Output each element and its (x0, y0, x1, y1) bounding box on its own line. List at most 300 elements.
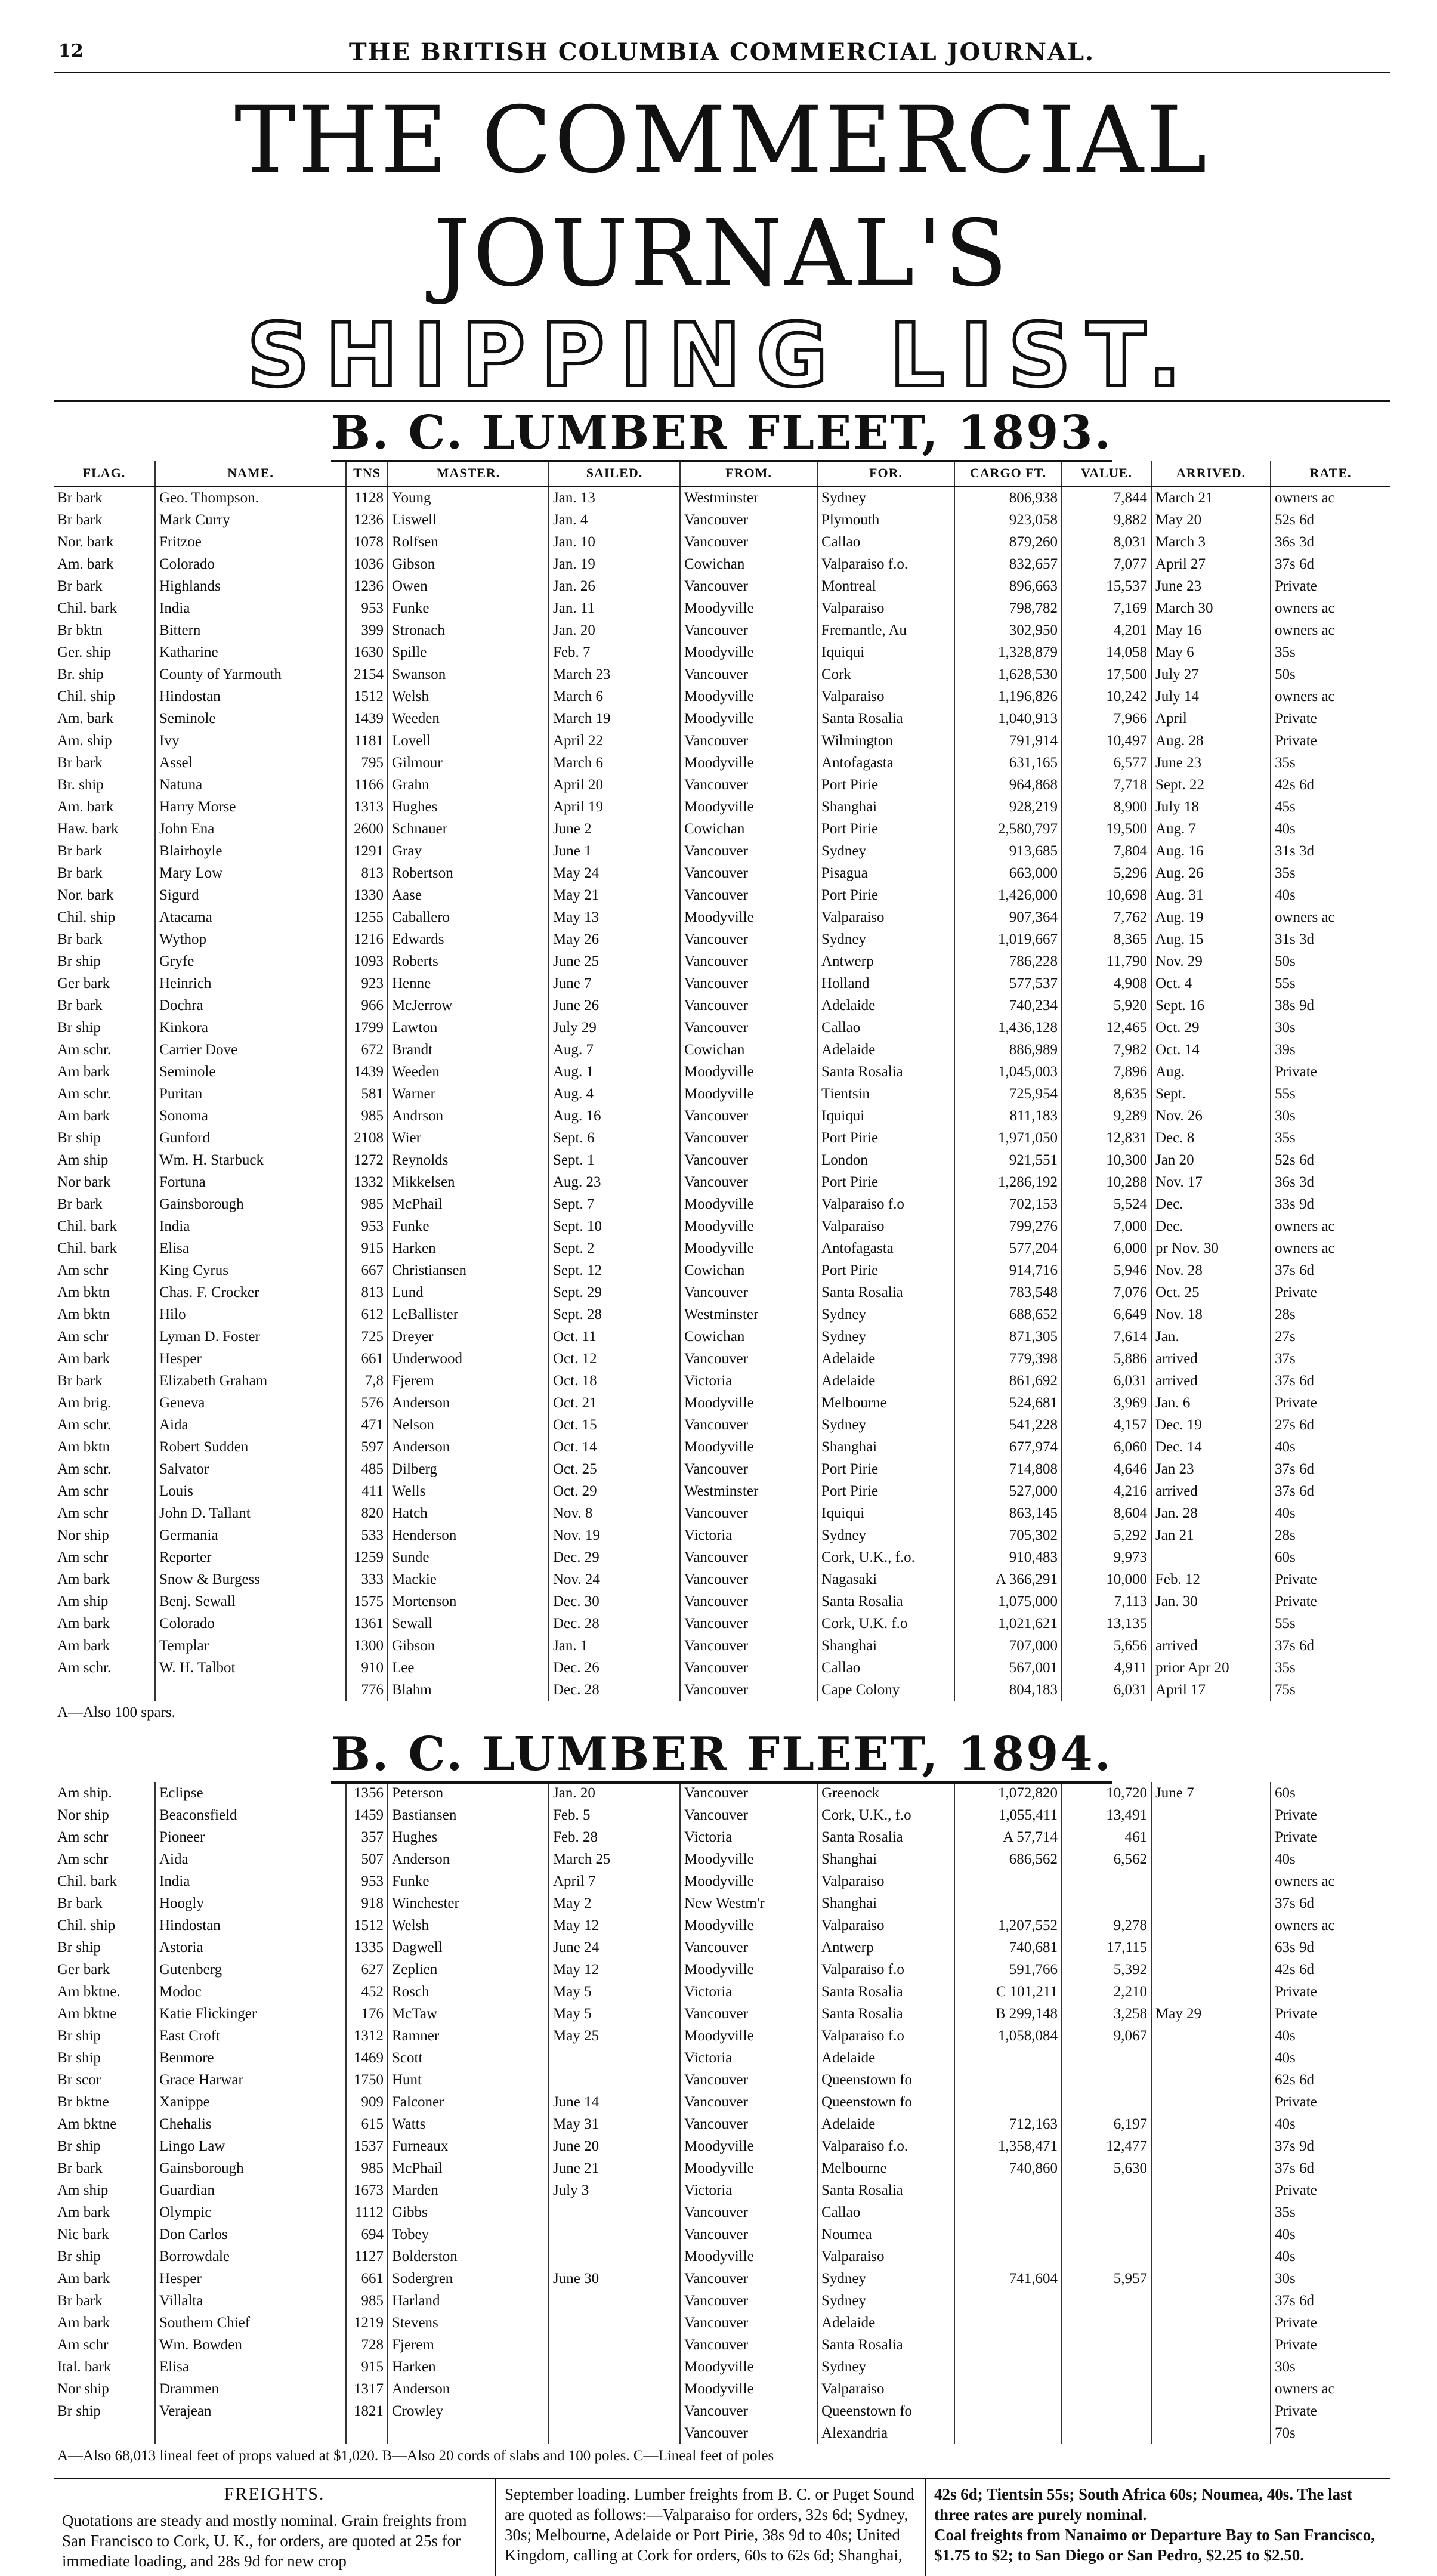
cell-flag: Am bark (57, 2315, 110, 2331)
cell-value: 12,465 (1062, 1017, 1151, 1039)
column-header: CARGO FT. (954, 461, 1062, 486)
cell-flag: Chil. bark (57, 1218, 117, 1234)
cell-for: Adelaide (817, 994, 954, 1017)
table-row (54, 2113, 1390, 2135)
cell-from: Vancouver (680, 663, 817, 685)
cell-flag: Br bark (57, 931, 103, 947)
cell-master: Edwards (388, 928, 549, 950)
cell-flag: Am bktne. (57, 1984, 120, 2000)
cell-flag: Br bark (57, 1895, 103, 1911)
cell-from: Moodyville (680, 1193, 817, 1215)
cell-for: Alexandria (817, 2422, 954, 2444)
cell-from: Moodyville (680, 1436, 817, 1458)
cell-cargoft: 688,652 (954, 1304, 1062, 1326)
cell-for: Fremantle, Au (817, 619, 954, 641)
cell-cargoft: 964,868 (954, 774, 1062, 796)
table-row (54, 1281, 1390, 1304)
cell-flag: Am schr (57, 1329, 109, 1345)
cell-cargoft: A 57,714 (954, 1826, 1062, 1848)
cell-cargoft: A 366,291 (954, 1568, 1062, 1590)
cell-sailed: May 24 (549, 862, 680, 884)
cell-tns: 1036 (346, 553, 388, 575)
table-row (54, 1936, 1390, 1959)
cell-sailed: June 2 (549, 818, 680, 840)
table-row (54, 1826, 1390, 1848)
cell-master: Anderson (388, 1392, 549, 1414)
cell-tns: 1356 (346, 1782, 388, 1804)
cell-master: Tobey (388, 2223, 549, 2245)
cell-sailed: Oct. 14 (549, 1436, 680, 1458)
cell-for: Valparaiso (817, 2378, 954, 2400)
cell-master: Reynolds (388, 1149, 549, 1171)
cell-flag: Nor ship (57, 2381, 109, 2397)
cell-flag: Br. ship (57, 777, 104, 793)
cell-sailed: June 25 (549, 950, 680, 972)
cell-flag: Br ship (57, 2403, 101, 2419)
cell-rate: owners ac (1271, 1237, 1390, 1259)
cell-value: 5,296 (1062, 862, 1151, 884)
cell-tns: 1750 (346, 2069, 388, 2091)
cell-cargoft: 921,551 (954, 1149, 1062, 1171)
cell-master: Spille (388, 641, 549, 663)
cell-value: 17,500 (1062, 663, 1151, 685)
table-row (54, 1370, 1390, 1392)
cell-flag: Br ship (57, 953, 101, 969)
cell-cargoft: 1,286,192 (954, 1171, 1062, 1193)
cell-value: 11,790 (1062, 950, 1151, 972)
cell-sailed: Sept. 10 (549, 1215, 680, 1237)
cell-arrived: Oct. 25 (1151, 1281, 1271, 1304)
cell-arrived (1151, 2091, 1271, 2113)
cell-value: 6,031 (1062, 1679, 1151, 1701)
cell-from: Vancouver (680, 950, 817, 972)
cell-rate: 37s 6d (1271, 553, 1390, 575)
cell-arrived (1151, 2069, 1271, 2091)
table-row (54, 1215, 1390, 1237)
cell-value: 6,060 (1062, 1436, 1151, 1458)
cell-for: Port Pirie (817, 1259, 954, 1281)
cell-for: Valparaiso f.o (817, 1193, 954, 1215)
cell-name: Gainsborough (155, 2157, 346, 2179)
cell-cargoft (954, 2047, 1062, 2069)
table-row (54, 2157, 1390, 2179)
cell-cargoft (954, 2378, 1062, 2400)
table-row (54, 1237, 1390, 1259)
cell-from: Vancouver (680, 2069, 817, 2091)
cell-cargoft: 1,045,003 (954, 1061, 1062, 1083)
cell-master: Dreyer (388, 1326, 549, 1348)
cell-master: Nelson (388, 1414, 549, 1436)
cell-rate: 40s (1271, 1848, 1390, 1870)
cell-arrived (1151, 2378, 1271, 2400)
cell-rate: 27s 6d (1271, 1414, 1390, 1436)
cell-master: Gibson (388, 1635, 549, 1657)
cell-name: Chehalis (155, 2113, 346, 2135)
cell-cargoft: 783,548 (954, 1281, 1062, 1304)
cell-flag: Am bark (57, 1638, 110, 1654)
table-row (54, 2003, 1390, 2025)
cell-for: Valparaiso f.o. (817, 553, 954, 575)
cell-from: Vancouver (680, 575, 817, 597)
cell-from: Moodyville (680, 2356, 817, 2378)
cell-master: Fjerem (388, 2334, 549, 2356)
table-row (54, 2378, 1390, 2400)
table-row (54, 2245, 1390, 2268)
cell-flag: Am bktne (57, 2006, 117, 2022)
cell-rate: owners ac (1271, 619, 1390, 641)
cell-from: Cowichan (680, 818, 817, 840)
cell-arrived: Aug. 31 (1151, 884, 1271, 906)
cell-sailed: Dec. 29 (549, 1546, 680, 1568)
cell-from: Vancouver (680, 1679, 817, 1701)
cell-sailed: Nov. 8 (549, 1502, 680, 1524)
cell-arrived: July 18 (1151, 796, 1271, 818)
cell-arrived (1151, 2400, 1271, 2422)
table-row (54, 619, 1390, 641)
cell-sailed: May 26 (549, 928, 680, 950)
table-row (54, 1149, 1390, 1171)
cell-sailed: May 12 (549, 1914, 680, 1936)
cell-arrived: Nov. 28 (1151, 1259, 1271, 1281)
cell-from: Moodyville (680, 685, 817, 708)
cell-name: Templar (155, 1635, 346, 1657)
cell-sailed (549, 2223, 680, 2245)
cell-name: Aida (155, 1848, 346, 1870)
cell-value: 6,000 (1062, 1237, 1151, 1259)
cell-arrived: July 14 (1151, 685, 1271, 708)
cell-arrived: Jan. 30 (1151, 1590, 1271, 1613)
cell-name: Modoc (155, 1981, 346, 2003)
cell-arrived: Sept. 22 (1151, 774, 1271, 796)
cell-cargoft: 1,058,084 (954, 2025, 1062, 2047)
cell-sailed: Aug. 4 (549, 1083, 680, 1105)
table-row (54, 1524, 1390, 1546)
cell-sailed: Sept. 6 (549, 1127, 680, 1149)
cell-for: Valparaiso f.o (817, 2025, 954, 2047)
freights-column-2 (495, 2479, 925, 2576)
cell-value: 10,288 (1062, 1171, 1151, 1193)
cell-from: Cowichan (680, 1259, 817, 1281)
cell-arrived (1151, 1870, 1271, 1892)
table-header-row (54, 461, 1390, 486)
cell-value: 10,242 (1062, 685, 1151, 708)
column-header: MASTER. (388, 461, 549, 486)
cell-value (1062, 2245, 1151, 2268)
cell-sailed: Aug. 1 (549, 1061, 680, 1083)
cell-for: Shanghai (817, 1635, 954, 1657)
cell-sailed: Jan. 20 (549, 1782, 680, 1804)
table-row (54, 1804, 1390, 1826)
cell-sailed: Aug. 7 (549, 1039, 680, 1061)
cell-sailed: Sept. 12 (549, 1259, 680, 1281)
cell-for: Santa Rosalia (817, 2334, 954, 2356)
cell-cargoft: 740,681 (954, 1936, 1062, 1959)
cell-master: Zeplien (388, 1959, 549, 1981)
cell-tns: 411 (346, 1480, 388, 1502)
cell-rate: 37s 6d (1271, 1480, 1390, 1502)
cell-tns: 1236 (346, 509, 388, 531)
cell-master: Peterson (388, 1782, 549, 1804)
cell-arrived: May 20 (1151, 509, 1271, 531)
cell-master: Lovell (388, 730, 549, 752)
table-row (54, 531, 1390, 553)
cell-arrived (1151, 1914, 1271, 1936)
cell-master: Robertson (388, 862, 549, 884)
cell-value: 12,477 (1062, 2135, 1151, 2157)
table-row (54, 1870, 1390, 1892)
cell-arrived: May 29 (1151, 2003, 1271, 2025)
cell-rate: Private (1271, 2334, 1390, 2356)
cell-for: Santa Rosalia (817, 2003, 954, 2025)
cell-name: King Cyrus (155, 1259, 346, 1281)
cell-sailed: Oct. 11 (549, 1326, 680, 1348)
cell-rate: owners ac (1271, 1215, 1390, 1237)
cell-from: Moodyville (680, 1237, 817, 1259)
cell-from: Moodyville (680, 2157, 817, 2179)
cell-name: Hindostan (155, 1914, 346, 1936)
cell-cargoft: 1,628,530 (954, 663, 1062, 685)
cell-master: Owen (388, 575, 549, 597)
cell-from: Vancouver (680, 1105, 817, 1127)
cell-name: Drammen (155, 2378, 346, 2400)
cell-arrived: March 3 (1151, 531, 1271, 553)
cell-arrived (1151, 1848, 1271, 1870)
cell-sailed: June 14 (549, 2091, 680, 2113)
cell-from: Vancouver (680, 1017, 817, 1039)
cell-master: Gibson (388, 553, 549, 575)
cell-from: Cowichan (680, 1326, 817, 1348)
cell-name: Guardian (155, 2179, 346, 2201)
fleet-1893-heading (54, 406, 1390, 461)
cell-value (1062, 2223, 1151, 2245)
cell-master: Henderson (388, 1524, 549, 1546)
cell-tns: 1361 (346, 1613, 388, 1635)
cell-flag: Am bktn (57, 1284, 110, 1301)
cell-cargoft: 1,021,621 (954, 1613, 1062, 1635)
cell-value: 4,201 (1062, 619, 1151, 641)
cell-name: Wm. H. Starbuck (155, 1149, 346, 1171)
cell-flag: Br bark (57, 755, 103, 771)
table-row (54, 641, 1390, 663)
cell-sailed: June 24 (549, 1936, 680, 1959)
cell-tns: 728 (346, 2334, 388, 2356)
cell-arrived: April (1151, 708, 1271, 730)
cell-value: 6,197 (1062, 2113, 1151, 2135)
cell-arrived: Aug. 16 (1151, 840, 1271, 862)
cell-sailed: May 25 (549, 2025, 680, 2047)
cell-arrived (1151, 2268, 1271, 2290)
cell-master: Funke (388, 597, 549, 619)
cell-sailed: Oct. 18 (549, 1370, 680, 1392)
cell-from: Vancouver (680, 2312, 817, 2334)
cell-value: 8,604 (1062, 1502, 1151, 1524)
cell-value: 9,289 (1062, 1105, 1151, 1127)
cell-name: Snow & Burgess (155, 1568, 346, 1590)
table-row (54, 2422, 1390, 2444)
cell-for: Sydney (817, 486, 954, 509)
cell-tns: 1439 (346, 708, 388, 730)
table-row (54, 928, 1390, 950)
cell-value: 14,058 (1062, 641, 1151, 663)
cell-arrived (1151, 2334, 1271, 2356)
cell-cargoft (954, 2422, 1062, 2444)
cell-arrived: March 21 (1151, 486, 1271, 509)
cell-from: New Westm'r (680, 1892, 817, 1914)
cell-name: Benmore (155, 2047, 346, 2069)
cell-arrived: Jan 23 (1151, 1458, 1271, 1480)
cell-tns: 1799 (346, 1017, 388, 1039)
journal-title: THE BRITISH COLUMBIA COMMERCIAL JOURNAL. (348, 38, 1095, 66)
table-row (54, 1590, 1390, 1613)
cell-master: Blahm (388, 1679, 549, 1701)
table-row (54, 2091, 1390, 2113)
cell-cargoft: 527,000 (954, 1480, 1062, 1502)
cell-flag: Chil. ship (57, 909, 116, 925)
cell-cargoft: 705,302 (954, 1524, 1062, 1546)
cell-master: Hughes (388, 1826, 549, 1848)
cell-master: Aase (388, 884, 549, 906)
cell-master: Hatch (388, 1502, 549, 1524)
table-row (54, 2312, 1390, 2334)
cell-tns: 2600 (346, 818, 388, 840)
cell-rate: 31s 3d (1271, 840, 1390, 862)
cell-arrived: Dec. 19 (1151, 1414, 1271, 1436)
cell-from: Vancouver (680, 1348, 817, 1370)
cell-for: Antwerp (817, 950, 954, 972)
cell-cargoft: 1,055,411 (954, 1804, 1062, 1826)
cell-from: Vancouver (680, 774, 817, 796)
cell-tns: 667 (346, 1259, 388, 1281)
cell-sailed: Sept. 29 (549, 1281, 680, 1304)
cell-sailed: Dec. 28 (549, 1613, 680, 1635)
cell-rate: 38s 9d (1271, 994, 1390, 1017)
cell-for: Nagasaki (817, 1568, 954, 1590)
cell-for: Valparaiso (817, 2245, 954, 2268)
cell-from: Moodyville (680, 708, 817, 730)
cell-flag: Br bark (57, 1373, 103, 1389)
table-row (54, 1635, 1390, 1657)
cell-name: Natuna (155, 774, 346, 796)
cell-for: Valparaiso (817, 1914, 954, 1936)
cell-sailed: Jan. 1 (549, 1635, 680, 1657)
cell-tns: 1300 (346, 1635, 388, 1657)
cell-for: Valparaiso (817, 1870, 954, 1892)
cell-from: Moodyville (680, 906, 817, 928)
cell-rate: Private (1271, 708, 1390, 730)
table-row (54, 1326, 1390, 1348)
cell-for: Callao (817, 1657, 954, 1679)
cell-value: 5,957 (1062, 2268, 1151, 2290)
cell-flag: Am schr. (57, 1086, 112, 1102)
cell-name: Atacama (155, 906, 346, 928)
cell-sailed: Sept. 2 (549, 1237, 680, 1259)
cell-value: 5,292 (1062, 1524, 1151, 1546)
cell-name: Eclipse (155, 1782, 346, 1804)
cell-sailed: Dec. 26 (549, 1657, 680, 1679)
table-row (54, 950, 1390, 972)
cell-master: Christiansen (388, 1259, 549, 1281)
cell-name: Sonoma (155, 1105, 346, 1127)
cell-name: Hindostan (155, 685, 346, 708)
cell-rate: 45s (1271, 796, 1390, 818)
cell-for: Cork (817, 663, 954, 685)
cell-from: Vancouver (680, 1936, 817, 1959)
cell-master: Ramner (388, 2025, 549, 2047)
cell-cargoft (954, 1870, 1062, 1892)
cell-arrived: Dec. (1151, 1193, 1271, 1215)
cell-sailed: Jan. 19 (549, 553, 680, 575)
cell-value: 4,157 (1062, 1414, 1151, 1436)
cell-arrived: arrived (1151, 1370, 1271, 1392)
table-row (54, 1414, 1390, 1436)
cell-rate: 50s (1271, 950, 1390, 972)
cell-tns: 985 (346, 1193, 388, 1215)
cell-cargoft: 740,860 (954, 2157, 1062, 2179)
cell-value: 7,718 (1062, 774, 1151, 796)
cell-tns: 1313 (346, 796, 388, 818)
cell-value (1062, 2378, 1151, 2400)
cell-for: Sydney (817, 2356, 954, 2378)
cell-from: Vancouver (680, 531, 817, 553)
cell-sailed: April 19 (549, 796, 680, 818)
cell-flag: Br ship (57, 1939, 101, 1956)
cell-sailed: Jan. 20 (549, 619, 680, 641)
cell-sailed: Jan. 13 (549, 486, 680, 509)
column-header: FLAG. (54, 461, 155, 486)
cell-for: Shanghai (817, 1892, 954, 1914)
cell-flag: Chil. ship (57, 688, 116, 705)
cell-name: Olympic (155, 2201, 346, 2223)
cell-tns: 612 (346, 1304, 388, 1326)
cell-from: Vancouver (680, 1281, 817, 1304)
cell-for: Cork, U.K., f.o. (817, 1546, 954, 1568)
freights-text-1: Quotations are steady and mostly nominal. Grain freights from San Francisco to Cork, U. K., for orders, are quoted at 25s for immediate loading, and 28s 9d for new crop (62, 2512, 467, 2570)
table-row (54, 2268, 1390, 2290)
cell-tns: 1512 (346, 1914, 388, 1936)
cell-value: 7,614 (1062, 1326, 1151, 1348)
cell-cargoft: 910,483 (954, 1546, 1062, 1568)
cell-for: Sydney (817, 1326, 954, 1348)
cell-tns: 1259 (346, 1546, 388, 1568)
cell-cargoft (954, 2356, 1062, 2378)
cell-from: Moodyville (680, 1083, 817, 1105)
table-row (54, 818, 1390, 840)
cell-for: Callao (817, 1017, 954, 1039)
cell-name: Lyman D. Foster (155, 1326, 346, 1348)
table-row (54, 597, 1390, 619)
cell-value (1062, 2400, 1151, 2422)
cell-master: Rolfsen (388, 531, 549, 553)
cell-cargoft: 779,398 (954, 1348, 1062, 1370)
cell-value: 13,491 (1062, 1804, 1151, 1826)
cell-from: Victoria (680, 2179, 817, 2201)
cell-cargoft (954, 1892, 1062, 1914)
cell-name: Verajean (155, 2400, 346, 2422)
cell-rate: 55s (1271, 1083, 1390, 1105)
cell-rate: 62s 6d (1271, 2069, 1390, 2091)
cell-rate: 42s 6d (1271, 1959, 1390, 1981)
cell-arrived (1151, 1826, 1271, 1848)
cell-master: Bolderston (388, 2245, 549, 2268)
table-row (54, 2047, 1390, 2069)
table-row (54, 1480, 1390, 1502)
table-row (54, 2179, 1390, 2201)
cell-tns: 953 (346, 1870, 388, 1892)
cell-value (1062, 2069, 1151, 2091)
cell-cargoft: 663,000 (954, 862, 1062, 884)
cell-name: Villalta (155, 2290, 346, 2312)
cell-for: Santa Rosalia (817, 1590, 954, 1613)
